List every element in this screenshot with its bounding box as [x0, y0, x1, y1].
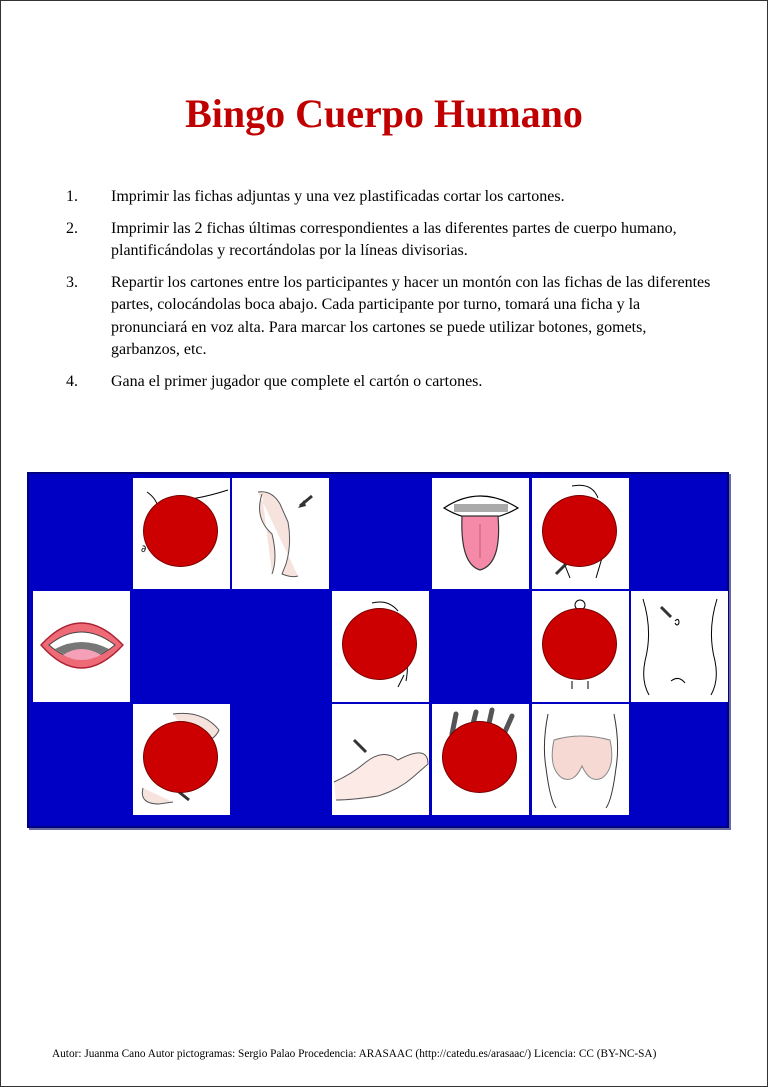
instruction-number: 3. [66, 273, 78, 291]
bingo-cell-ear [332, 591, 429, 702]
instruction-item [0, 186, 768, 209]
navel-pictogram [631, 591, 728, 702]
bingo-cell-body [532, 591, 629, 702]
bingo-board [27, 472, 729, 828]
buttocks-pictogram [532, 704, 629, 815]
instruction-text: Gana el primer jugador que complete el cartón o cartones. [111, 372, 483, 390]
bingo-cell-knee-leg [232, 478, 329, 589]
bingo-cell-wrist [332, 704, 429, 815]
svg-text:∂: ∂ [140, 544, 146, 555]
page-title: Bingo Cuerpo Humano [185, 91, 583, 136]
instruction-item [0, 272, 768, 362]
bingo-cell-buttocks [532, 704, 629, 815]
bingo-cell-navel [631, 591, 728, 702]
bingo-cell-mouth [33, 591, 130, 702]
bingo-marker [140, 495, 218, 567]
instruction-text: Imprimir las fichas adjuntas y una vez plastificadas cortar los cartones. [111, 188, 565, 205]
instruction-item [0, 218, 768, 263]
instruction-text: Repartir los cartones entre los participantes y hacer un montón con las fichas de las diferentes partes, colocándolas boca abajo. Cada participante por turno, tomará una ficha y la pronunciará en voz alta. Para marcar los cartones se puede utilizar botones, gomets, garbanzos, etc. [111, 273, 711, 358]
tongue-pictogram [432, 478, 529, 589]
knee-leg-pictogram [232, 478, 329, 589]
instruction-text: Imprimir las 2 fichas últimas correspondientes a las diferentes partes de cuerpo humano, plantificándolas y recortándolas por la líneas divisorias. [111, 219, 677, 259]
bingo-marker [342, 608, 417, 680]
bingo-marker [143, 721, 218, 793]
bingo-cell-neck [133, 478, 230, 589]
instruction-item [0, 371, 768, 394]
wrist-pictogram [332, 704, 429, 815]
bingo-cell-foot [133, 704, 230, 815]
footer-credits: Autor: Juanma Cano Autor pictogramas: Sergio Palao Procedencia: ARASAAC (http://catedu.es/arasaac/) Licencia: CC (BY-NC-SA) [52, 1048, 657, 1060]
bingo-cell-tongue [432, 478, 529, 589]
bingo-marker [542, 608, 617, 680]
instruction-number: 4. [66, 372, 78, 390]
mouth-pictogram [33, 591, 130, 702]
instructions-list [0, 186, 768, 402]
bingo-marker [442, 721, 517, 793]
bingo-cell-neck-back [532, 478, 629, 589]
bingo-marker [542, 495, 617, 567]
bingo-cell-hand [432, 704, 529, 815]
instruction-number: 1. [66, 188, 78, 205]
instruction-number: 2. [66, 219, 78, 237]
